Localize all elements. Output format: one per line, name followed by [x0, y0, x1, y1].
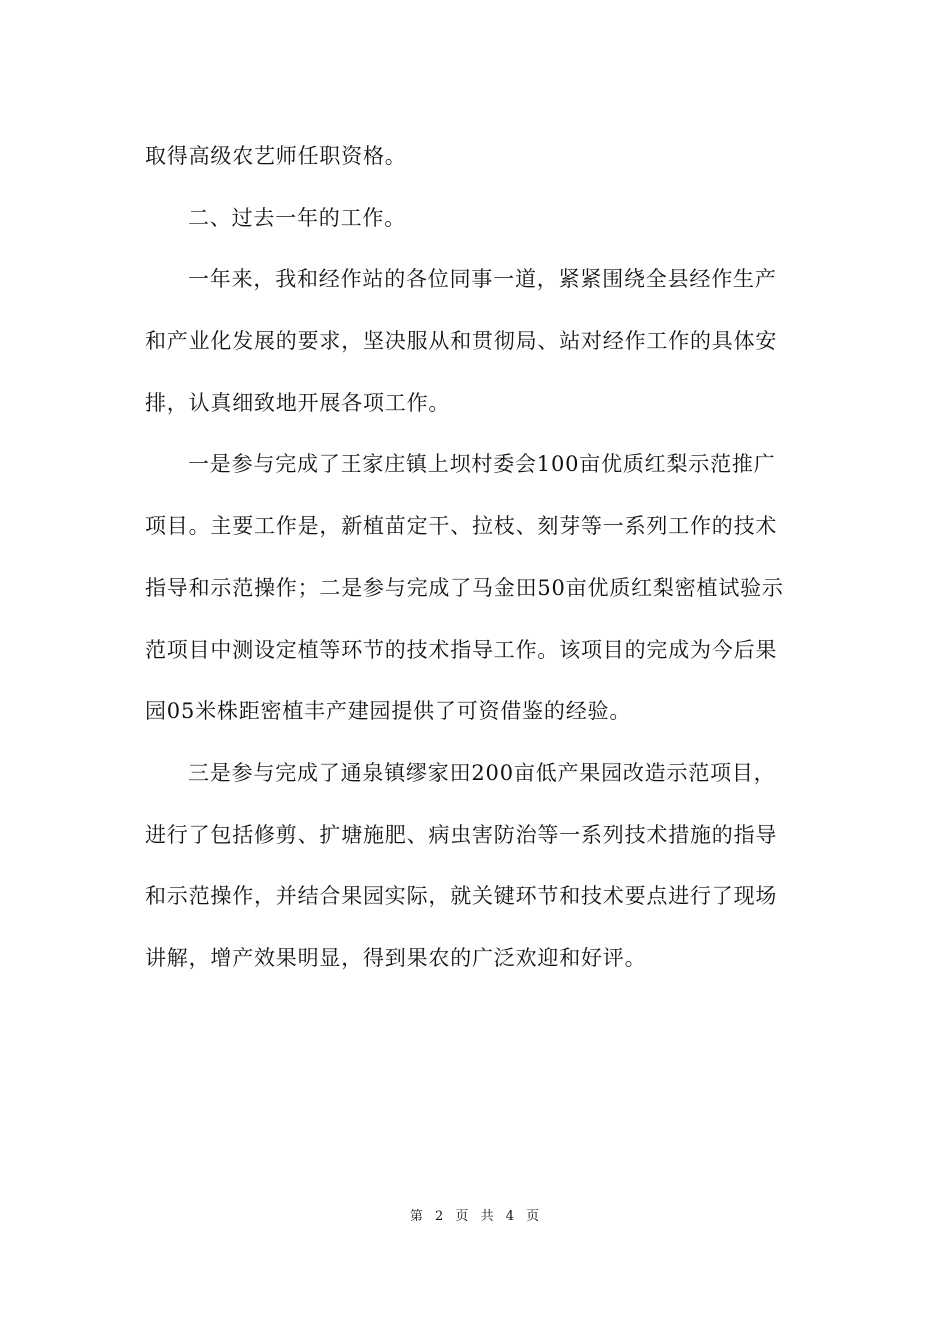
text-line: 一年来，我和经作站的各位同事一道，紧紧围绕全县经作生产	[188, 267, 777, 292]
text-line: 讲解，增产效果明显，得到果农的广泛欢迎和好评。	[145, 945, 647, 970]
text-line: 三是参与完成了通泉镇缪家田200亩低产果园改造示范项目，	[188, 760, 776, 785]
document-body	[145, 126, 807, 990]
text-line: 取得高级农艺师任职资格。	[145, 144, 407, 168]
text-line: 排，认真细致地开展各项工作。	[145, 390, 451, 415]
text-line: 范项目中测设定植等环节的技术指导工作。该项目的完成为今后果	[145, 637, 778, 662]
page-word: 页	[455, 1209, 470, 1224]
total-word: 共	[480, 1209, 495, 1224]
text-line: 进行了包括修剪、扩塘施肥、病虫害防治等一系列技术措施的指导	[145, 822, 778, 847]
text-line: 和示范操作，并结合果园实际，就关键环节和技术要点进行了现场	[145, 884, 778, 909]
page-word: 第	[409, 1209, 424, 1224]
text-line: 和产业化发展的要求，坚决服从和贯彻局、站对经作工作的具体安	[145, 329, 778, 354]
section-heading: 二、过去一年的工作。	[188, 205, 406, 230]
page-footer	[0, 1205, 950, 1224]
text-line: 项目。主要工作是，新植苗定干、拉枝、刻芽等一系列工作的技术	[145, 514, 778, 539]
current-page-number: 2	[434, 1209, 445, 1224]
text-line: 一是参与完成了王家庄镇上坝村委会100亩优质红梨示范推广	[188, 452, 776, 477]
text-line: 园05米株距密植丰产建园提供了可资借鉴的经验。	[145, 699, 632, 724]
total-page-number: 4	[505, 1209, 515, 1224]
page-word: 页	[526, 1209, 541, 1224]
text-line: 指导和示范操作；二是参与完成了马金田50亩优质红梨密植试验示	[145, 575, 784, 600]
